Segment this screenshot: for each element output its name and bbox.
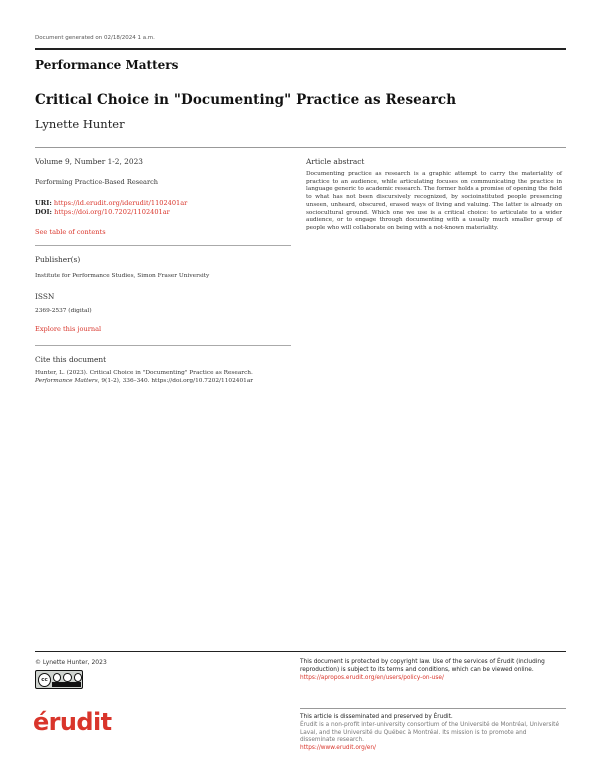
doi-line (35, 208, 170, 217)
footer-rule (35, 651, 566, 652)
volume-info: Volume 9, Number 1-2, 2023 (35, 157, 143, 166)
uri-link[interactable]: https://id.erudit.org/iderudit/1102401ar (53, 199, 188, 207)
citation-details: , 9(1-2), 336–340. https://doi.org/10.7202/1102401ar (97, 378, 254, 384)
issn-value: 2369-2537 (digital) (35, 308, 92, 314)
uri-line (35, 199, 187, 208)
citation (35, 369, 291, 385)
citation-line: Hunter, L. (2023). Critical Choice in "Documenting" Practice as Research. (35, 370, 253, 376)
noderivatives-icon (74, 673, 82, 682)
doi-link[interactable]: https://doi.org/10.7202/1102401ar (54, 208, 170, 216)
publisher-name: Institute for Performance Studies, Simon Fraser University (35, 273, 210, 279)
cc-icon: cc (38, 673, 51, 687)
abstract-text: Documenting practice as research is a graphic attempt to carry the materiality of practice to an audience, while articulating focuses on communicating the practice in language generic to academic research. The former holds a promise of opening the field to what has not been discursively recognized, by socioinstituted people presencing unseen, unheard, obscured, erased ways of living and valuing. The latter is already on sociocultural ground. Which one we use is a critical choice: to articulate to a wider audience, or to engage through documenting with a usually much smaller group of people who will collaborate on being with a not-known materiality. (306, 171, 562, 231)
uri-label: URI: (35, 199, 52, 207)
dissemination-notice (300, 714, 562, 753)
issue-theme: Performing Practice-Based Research (35, 178, 159, 186)
explore-journal-link[interactable]: Explore this journal (35, 325, 102, 333)
generated-date: Document generated on 02/18/2024 1 a.m. (35, 35, 155, 41)
cite-heading: Cite this document (35, 355, 107, 364)
table-of-contents-link[interactable]: See table of contents (35, 228, 106, 236)
erudit-logo[interactable]: érudit (33, 708, 112, 736)
doi-label: DOI: (35, 208, 52, 216)
erudit-link[interactable]: https://www.erudit.org/en/ (300, 745, 376, 752)
section-divider (35, 345, 291, 346)
license-bar (52, 682, 81, 687)
copyright: © Lynette Hunter, 2023 (35, 659, 107, 666)
abstract-heading: Article abstract (306, 157, 365, 166)
rights-notice (300, 659, 562, 682)
citation-journal: Performance Matters (35, 378, 98, 384)
top-rule (35, 48, 566, 50)
section-divider (35, 245, 291, 246)
noncommercial-icon (63, 673, 71, 682)
dissemination-text: Érudit is a non-profit inter-university consortium of the Université de Montréal, Université Laval, and the Université du Québec à Montréal. Its mission is to promote and disseminate research. (300, 721, 560, 744)
footer-divider (300, 708, 566, 709)
dissemination-heading: This article is disseminated and preserved by Érudit. (300, 714, 453, 720)
cc-license-badge[interactable] (35, 670, 83, 689)
journal-name: Performance Matters (35, 58, 179, 72)
issn-heading: ISSN (35, 292, 55, 301)
article-author: Lynette Hunter (35, 117, 125, 131)
attribution-icon (53, 673, 61, 682)
rights-text: This document is protected by copyright law. Use of the services of Érudit (including reproduction) is subject to its terms and conditions, which can be viewed online. (300, 659, 545, 673)
publisher-heading: Publisher(s) (35, 255, 81, 264)
header-divider (35, 147, 566, 148)
article-title: Critical Choice in "Documenting" Practice as Research (35, 92, 457, 108)
policy-link[interactable]: https://apropos.erudit.org/en/users/policy-on-use/ (300, 674, 444, 681)
